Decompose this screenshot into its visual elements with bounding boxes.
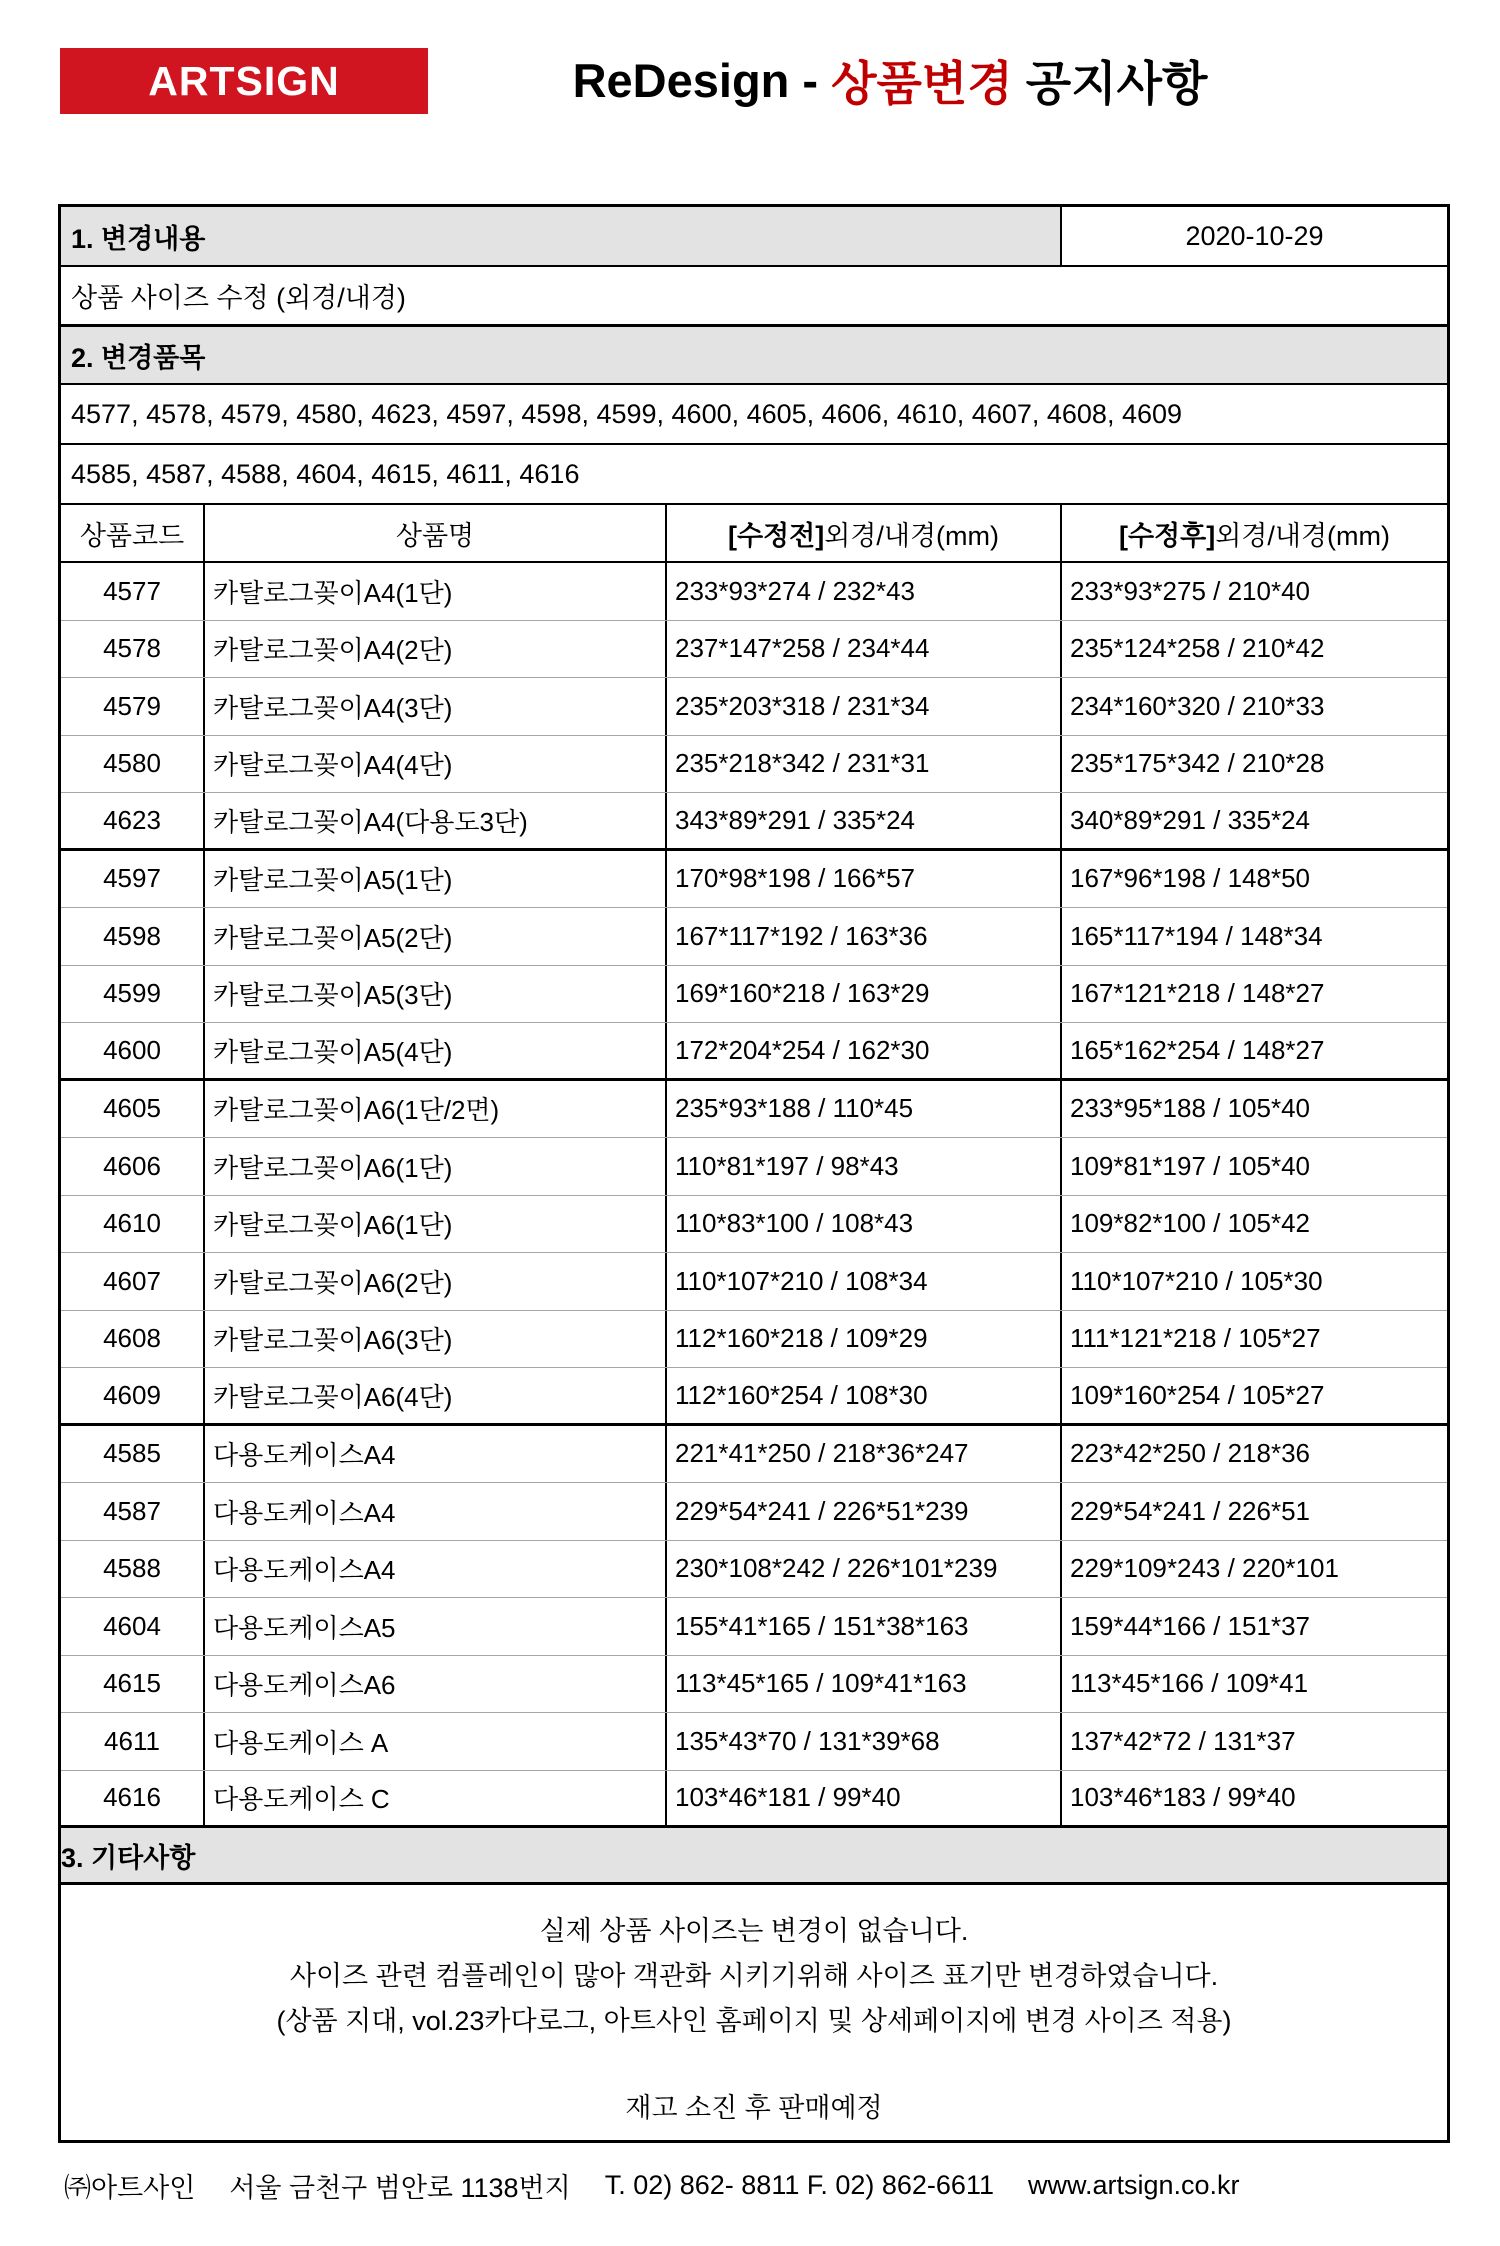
table-header-row bbox=[61, 505, 1447, 563]
cell-product-code: 4579 bbox=[103, 690, 161, 721]
cell-size-before: 113*45*165 / 109*41*163 bbox=[665, 1656, 1060, 1713]
cell-size-before: 221*41*250 / 218*36*247 bbox=[665, 1426, 1060, 1483]
table-row bbox=[61, 1368, 1447, 1426]
cell-product-name: 다용도케이스A4 bbox=[203, 1426, 665, 1483]
notice-table bbox=[58, 204, 1450, 2143]
cell-size-before: 235*93*188 / 110*45 bbox=[665, 1081, 1060, 1138]
cell-product-name: 카탈로그꽂이A4(4단) bbox=[203, 736, 665, 793]
cell-size-after: 109*81*197 / 105*40 bbox=[1060, 1138, 1447, 1195]
cell-size-before: 170*98*198 / 166*57 bbox=[665, 851, 1060, 908]
cell-product-code: 4604 bbox=[103, 1610, 161, 1641]
note-line: 사이즈 관련 컴플레인이 많아 객관화 시키기위해 사이즈 표기만 변경하였습니다. bbox=[289, 1961, 1219, 1991]
table-row bbox=[61, 793, 1447, 851]
notice-date: 2020-10-29 bbox=[1060, 207, 1447, 265]
cell-size-after: 165*162*254 / 148*27 bbox=[1060, 1023, 1447, 1078]
cell-product-name: 카탈로그꽂이A6(3단) bbox=[203, 1311, 665, 1368]
cell-size-after: 137*42*72 / 131*37 bbox=[1060, 1713, 1447, 1770]
table-row bbox=[61, 1598, 1447, 1656]
cell-size-after: 229*54*241 / 226*51 bbox=[1060, 1483, 1447, 1540]
cell-size-after: 229*109*243 / 220*101 bbox=[1060, 1541, 1447, 1598]
title-prefix: ReDesign - bbox=[572, 53, 832, 107]
cell-product-name: 카탈로그꽂이A5(2단) bbox=[203, 908, 665, 965]
col-header-size-before bbox=[665, 505, 1060, 561]
company-address: 서울 금천구 범안로 1138번지 bbox=[229, 2173, 571, 2203]
cell-product-code: 4615 bbox=[103, 1668, 161, 1699]
company-name: ㈜아트사인 bbox=[64, 2173, 196, 2203]
cell-size-before: 233*93*274 / 232*43 bbox=[665, 563, 1060, 620]
cell-product-code: 4606 bbox=[103, 1150, 161, 1181]
cell-product-code: 4607 bbox=[103, 1265, 161, 1296]
cell-size-after: 235*175*342 / 210*28 bbox=[1060, 736, 1447, 793]
cell-product-name: 카탈로그꽂이A4(3단) bbox=[203, 678, 665, 735]
note-line: 실제 상품 사이즈는 변경이 없습니다. bbox=[539, 1916, 969, 1946]
before-tag: [수정전] bbox=[727, 520, 825, 551]
cell-size-after: 223*42*250 / 218*36 bbox=[1060, 1426, 1447, 1483]
cell-product-code: 4623 bbox=[103, 804, 161, 835]
cell-product-code: 4597 bbox=[103, 863, 161, 894]
cell-product-code: 4610 bbox=[103, 1208, 161, 1239]
cell-size-after: 109*160*254 / 105*27 bbox=[1060, 1368, 1447, 1423]
cell-product-name: 카탈로그꽂이A6(1단) bbox=[203, 1196, 665, 1253]
cell-size-before: 103*46*181 / 99*40 bbox=[665, 1771, 1060, 1826]
cell-size-after: 111*121*218 / 105*27 bbox=[1060, 1311, 1447, 1368]
table-row bbox=[61, 1081, 1447, 1139]
table-row bbox=[61, 1426, 1447, 1484]
cell-product-name: 카탈로그꽂이A5(1단) bbox=[203, 851, 665, 908]
section-1-row bbox=[61, 207, 1447, 267]
cell-size-after: 235*124*258 / 210*42 bbox=[1060, 621, 1447, 678]
table-row bbox=[61, 966, 1447, 1024]
col-header-size-after bbox=[1060, 505, 1447, 561]
cell-size-after: 165*117*194 / 148*34 bbox=[1060, 908, 1447, 965]
cell-product-code: 4605 bbox=[103, 1093, 161, 1124]
table-row bbox=[61, 908, 1447, 966]
table-body bbox=[61, 563, 1447, 1828]
cell-size-after: 159*44*166 / 151*37 bbox=[1060, 1598, 1447, 1655]
cell-product-code: 4616 bbox=[103, 1782, 161, 1813]
cell-product-name: 카탈로그꽂이A4(1단) bbox=[203, 563, 665, 620]
cell-size-before: 110*81*197 / 98*43 bbox=[665, 1138, 1060, 1195]
table-row bbox=[61, 736, 1447, 794]
cell-product-name: 다용도케이스A5 bbox=[203, 1598, 665, 1655]
cell-product-code: 4598 bbox=[103, 920, 161, 951]
table-row bbox=[61, 1541, 1447, 1599]
cell-size-before: 155*41*165 / 151*38*163 bbox=[665, 1598, 1060, 1655]
cell-size-before: 110*107*210 / 108*34 bbox=[665, 1253, 1060, 1310]
note-line: (상품 지대, vol.23카다로그, 아트사인 홈페이지 및 상세페이지에 변경 사이즈 적용) bbox=[276, 2006, 1232, 2036]
cell-size-after: 340*89*291 / 335*24 bbox=[1060, 793, 1447, 848]
changed-codes-line-1: 4577, 4578, 4579, 4580, 4623, 4597, 4598, 4599, 4600, 4605, 4606, 4610, 4607, 4608, 4609 bbox=[61, 385, 1447, 445]
col-header-product-code: 상품코드 bbox=[79, 520, 185, 551]
cell-size-before: 229*54*241 / 226*51*239 bbox=[665, 1483, 1060, 1540]
table-row bbox=[61, 621, 1447, 679]
table-row bbox=[61, 678, 1447, 736]
change-summary-row: 상품 사이즈 수정 (외경/내경) bbox=[61, 267, 1447, 327]
cell-size-before: 112*160*254 / 108*30 bbox=[665, 1368, 1060, 1423]
cell-product-name: 다용도케이스 C bbox=[203, 1771, 665, 1826]
cell-size-before: 172*204*254 / 162*30 bbox=[665, 1023, 1060, 1078]
footer bbox=[64, 2166, 1454, 2205]
title-highlight: 상품변경 bbox=[831, 56, 1013, 110]
table-row bbox=[61, 1713, 1447, 1771]
table-row bbox=[61, 1196, 1447, 1254]
cell-product-code: 4608 bbox=[103, 1323, 161, 1354]
cell-size-after: 233*93*275 / 210*40 bbox=[1060, 563, 1447, 620]
cell-size-before: 135*43*70 / 131*39*68 bbox=[665, 1713, 1060, 1770]
cell-product-code: 4585 bbox=[103, 1438, 161, 1469]
table-row bbox=[61, 1656, 1447, 1714]
cell-product-code: 4600 bbox=[103, 1034, 161, 1065]
cell-size-before: 167*117*192 / 163*36 bbox=[665, 908, 1060, 965]
cell-product-name: 카탈로그꽂이A5(4단) bbox=[203, 1023, 665, 1078]
company-website: www.artsign.co.kr bbox=[1027, 2170, 1240, 2200]
after-tag: [수정후] bbox=[1118, 520, 1216, 551]
cell-product-code: 4611 bbox=[104, 1725, 160, 1756]
cell-product-name: 카탈로그꽂이A6(2단) bbox=[203, 1253, 665, 1310]
cell-product-code: 4578 bbox=[103, 633, 161, 664]
table-row bbox=[61, 851, 1447, 909]
cell-product-name: 카탈로그꽂이A6(1단/2면) bbox=[203, 1081, 665, 1138]
cell-product-name: 카탈로그꽂이A4(다용도3단) bbox=[203, 793, 665, 848]
cell-product-name: 카탈로그꽂이A6(1단) bbox=[203, 1138, 665, 1195]
cell-product-code: 4577 bbox=[103, 575, 161, 606]
cell-size-after: 113*45*166 / 109*41 bbox=[1060, 1656, 1447, 1713]
cell-product-name: 카탈로그꽂이A5(3단) bbox=[203, 966, 665, 1023]
notes-block bbox=[61, 1885, 1447, 2140]
cell-size-after: 109*82*100 / 105*42 bbox=[1060, 1196, 1447, 1253]
section-2-label: 2. 변경품목 bbox=[61, 327, 1447, 385]
table-row bbox=[61, 1138, 1447, 1196]
page-title bbox=[330, 40, 1450, 120]
cell-size-before: 230*108*242 / 226*101*239 bbox=[665, 1541, 1060, 1598]
cell-size-after: 103*46*183 / 99*40 bbox=[1060, 1771, 1447, 1826]
cell-size-after: 167*96*198 / 148*50 bbox=[1060, 851, 1447, 908]
artsign-logo: ARTSIGN bbox=[60, 48, 428, 114]
cell-product-name: 다용도케이스A4 bbox=[203, 1541, 665, 1598]
before-unit: 외경/내경(mm) bbox=[824, 520, 1000, 551]
after-unit: 외경/내경(mm) bbox=[1215, 520, 1391, 551]
cell-product-code: 4599 bbox=[103, 978, 161, 1009]
section-3-label: 3. 기타사항 bbox=[61, 1828, 1447, 1885]
table-row bbox=[61, 1771, 1447, 1829]
cell-size-before: 343*89*291 / 335*24 bbox=[665, 793, 1060, 848]
cell-size-after: 110*107*210 / 105*30 bbox=[1060, 1253, 1447, 1310]
section-1-label: 1. 변경내용 bbox=[61, 207, 1060, 265]
table-row bbox=[61, 1253, 1447, 1311]
cell-product-code: 4587 bbox=[103, 1495, 161, 1526]
cell-size-before: 237*147*258 / 234*44 bbox=[665, 621, 1060, 678]
table-row bbox=[61, 1311, 1447, 1369]
table-row bbox=[61, 1023, 1447, 1081]
title-suffix: 공지사항 bbox=[1012, 56, 1208, 110]
changed-codes-line-2: 4585, 4587, 4588, 4604, 4615, 4611, 4616 bbox=[61, 445, 1447, 505]
cell-size-before: 169*160*218 / 163*29 bbox=[665, 966, 1060, 1023]
cell-product-name: 다용도케이스A6 bbox=[203, 1656, 665, 1713]
table-row bbox=[61, 1483, 1447, 1541]
cell-size-before: 235*218*342 / 231*31 bbox=[665, 736, 1060, 793]
company-phone: T. 02) 862- 8811 F. 02) 862-6611 bbox=[604, 2170, 994, 2200]
cell-product-name: 카탈로그꽂이A6(4단) bbox=[203, 1368, 665, 1423]
cell-product-name: 카탈로그꽂이A4(2단) bbox=[203, 621, 665, 678]
cell-product-code: 4580 bbox=[103, 748, 161, 779]
stock-note: 재고 소진 후 판매예정 bbox=[625, 2093, 883, 2123]
cell-product-code: 4588 bbox=[103, 1553, 161, 1584]
cell-product-code: 4609 bbox=[103, 1379, 161, 1410]
cell-size-after: 167*121*218 / 148*27 bbox=[1060, 966, 1447, 1023]
cell-size-before: 235*203*318 / 231*34 bbox=[665, 678, 1060, 735]
cell-size-before: 112*160*218 / 109*29 bbox=[665, 1311, 1060, 1368]
cell-size-before: 110*83*100 / 108*43 bbox=[665, 1196, 1060, 1253]
cell-size-after: 234*160*320 / 210*33 bbox=[1060, 678, 1447, 735]
col-header-product-name: 상품명 bbox=[203, 505, 665, 561]
cell-product-name: 다용도케이스A4 bbox=[203, 1483, 665, 1540]
table-row bbox=[61, 563, 1447, 621]
cell-product-name: 다용도케이스 A bbox=[203, 1713, 665, 1770]
cell-size-after: 233*95*188 / 105*40 bbox=[1060, 1081, 1447, 1138]
